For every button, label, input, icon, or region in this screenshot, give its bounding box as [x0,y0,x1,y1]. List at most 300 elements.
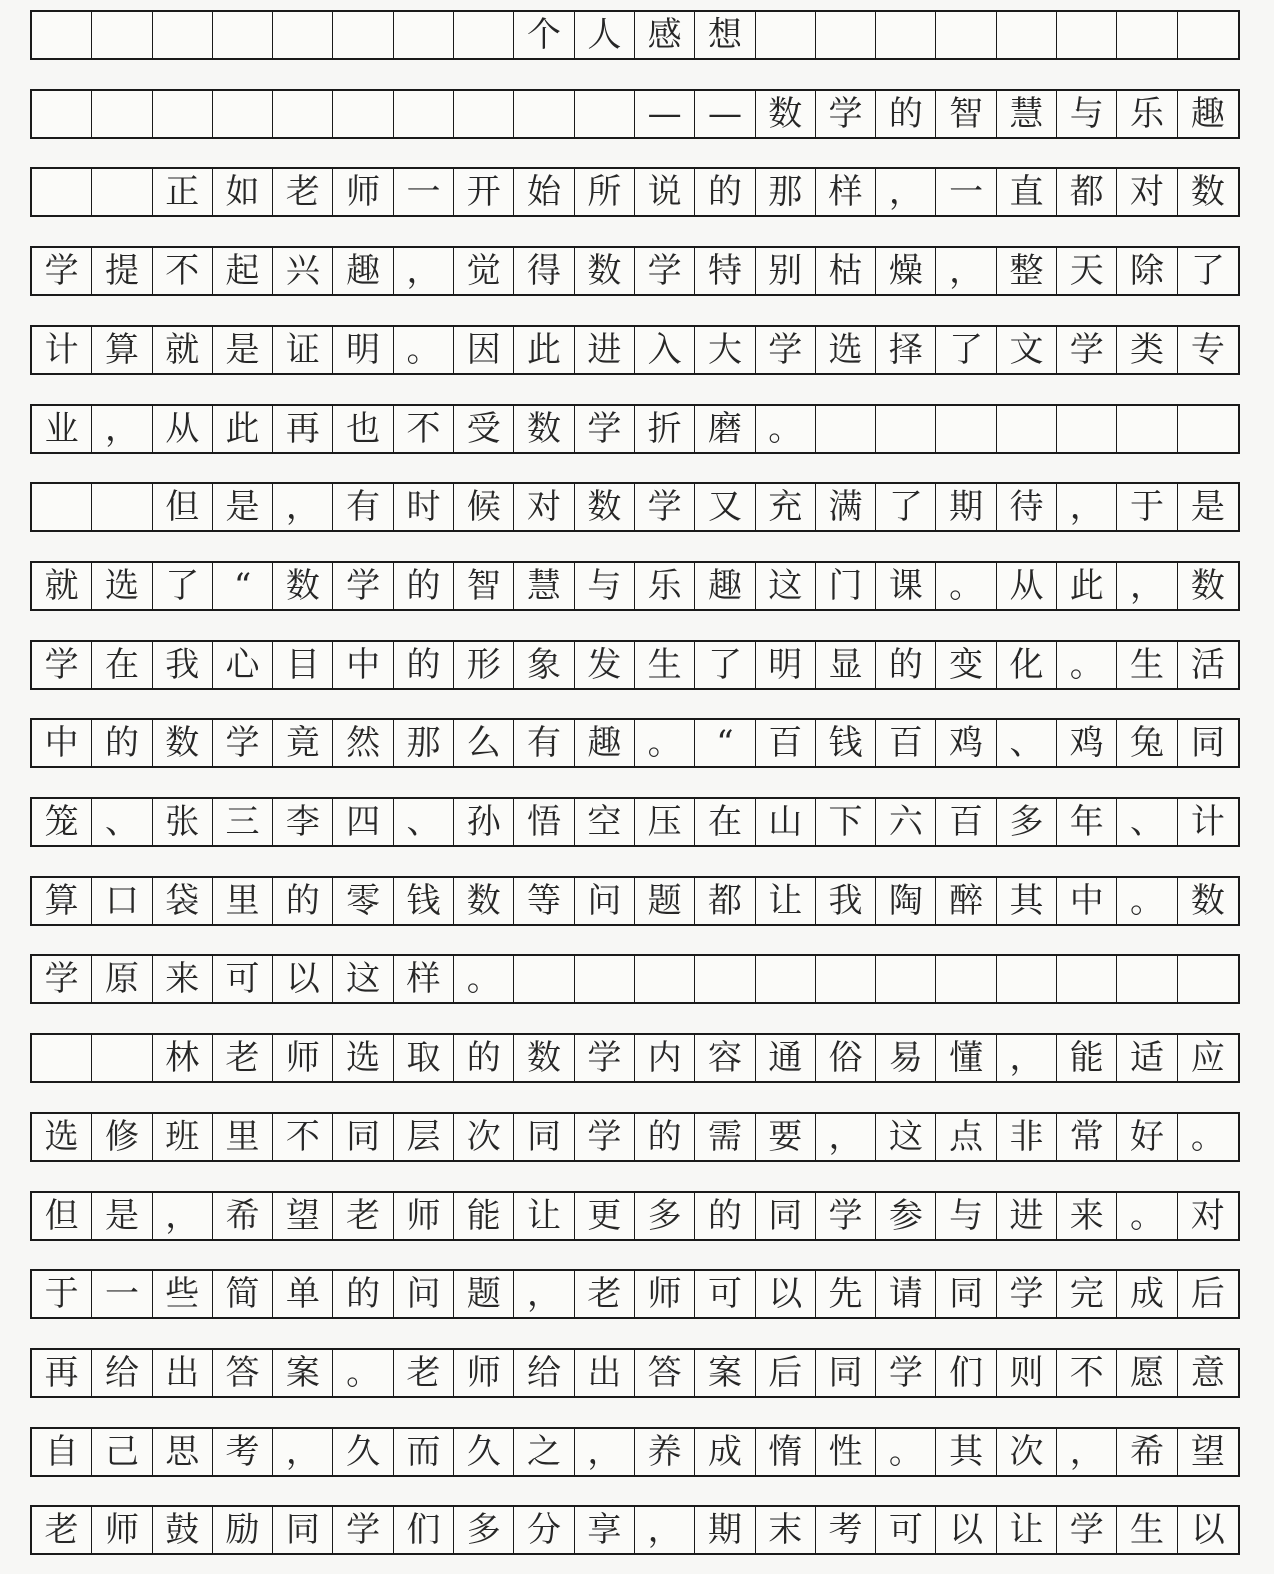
grid-cell: 鸡 [1057,720,1117,766]
grid-cell: 这 [876,1114,936,1160]
grid-cell: 李 [273,799,333,845]
grid-cell [153,91,213,137]
grid-cell: 选 [816,327,876,373]
grid-cell: 内 [635,1035,695,1081]
grid-cell: 学 [816,91,876,137]
grid-cell: 多 [997,799,1057,845]
grid-cell: 趣 [1190,94,1225,134]
grid-cell: 不 [153,248,213,294]
grid-cell: 始 [514,169,574,215]
grid-cell [1057,956,1117,1002]
grid-cell: 让 [997,1507,1057,1553]
grid-cell: 活 [1190,645,1225,685]
title-row [30,10,1240,60]
grid-cell [32,12,92,58]
grid-cell: 证 [273,327,333,373]
grid-cell: 但 [153,484,213,530]
grid-cell: 期 [695,1507,755,1553]
grid-cell: 能 [454,1193,514,1239]
grid-cell [273,12,333,58]
grid-cell: 得 [514,248,574,294]
grid-cell: 可 [213,956,273,1002]
grid-cell: 、 [92,799,152,845]
text-line [30,954,1240,1004]
grid-cell [32,169,92,215]
grid-cell: 以 [273,956,333,1002]
grid-cell: 学 [32,248,92,294]
text-line [30,482,1240,532]
grid-cell [635,956,695,1002]
grid-cell [816,406,876,452]
grid-cell: ， [997,1035,1057,1081]
grid-cell: 老 [394,1350,454,1396]
grid-cell: 再 [32,1350,92,1396]
grid-cell: 是 [92,1193,152,1239]
grid-cell: 中 [32,720,92,766]
grid-cell: 们 [394,1507,454,1553]
grid-cell: 学 [997,1271,1057,1317]
grid-cell: 的 [92,720,152,766]
grid-cell: 等 [514,878,574,924]
grid-cell: 师 [394,1193,454,1239]
grid-cell: 其 [997,878,1057,924]
grid-cell: 了 [936,327,996,373]
grid-cell: 择 [876,327,936,373]
grid-cell: 进 [997,1193,1057,1239]
grid-cell: 一 [936,169,996,215]
grid-cell: 学 [32,956,92,1002]
grid-cell: 里 [213,1114,273,1160]
grid-cell: 出 [575,1350,635,1396]
grid-cell: 张 [153,799,213,845]
grid-cell: 样 [394,956,454,1002]
grid-cell: 是 [213,327,273,373]
grid-cell: 可 [876,1507,936,1553]
grid-cell: 班 [153,1114,213,1160]
grid-cell: 分 [514,1507,574,1553]
grid-cell: 文 [997,327,1057,373]
grid-cell: 学 [635,484,695,530]
grid-cell: 老 [32,1507,92,1553]
grid-cell: 的 [394,642,454,688]
grid-cell: ， [936,248,996,294]
grid-cell: 请 [876,1271,936,1317]
grid-cell: 慧 [997,91,1057,137]
grid-cell: 同 [1190,723,1225,763]
grid-cell: 而 [394,1429,454,1475]
grid-cell: 此 [1057,563,1117,609]
grid-cell: 选 [333,1035,393,1081]
grid-cell: 望 [1190,1432,1225,1472]
grid-cell: 数 [1190,566,1225,606]
grid-cell [514,956,574,1002]
grid-cell [936,956,996,1002]
grid-cell: 兴 [273,248,333,294]
grid-cell: 励 [213,1507,273,1553]
grid-cell [997,956,1057,1002]
text-line [30,1427,1240,1477]
grid-cell: 是 [1190,487,1225,527]
grid-cell: 人 [575,12,635,58]
grid-cell: 零 [333,878,393,924]
grid-cell: 一 [92,1271,152,1317]
grid-cell: 。 [1057,642,1117,688]
grid-cell: 鼓 [153,1507,213,1553]
text-line [30,876,1240,926]
grid-cell: 师 [635,1271,695,1317]
grid-cell: 趣 [695,563,755,609]
grid-cell: 的 [273,878,333,924]
text-line [30,1505,1240,1555]
grid-cell: 性 [816,1429,876,1475]
grid-cell: 老 [575,1271,635,1317]
grid-cell: 同 [514,1114,574,1160]
grid-cell: 久 [454,1429,514,1475]
grid-cell: ， [635,1507,695,1553]
grid-cell: 。 [454,956,514,1002]
grid-cell [92,1035,152,1081]
grid-cell: 适 [1117,1035,1177,1081]
grid-cell: ， [1057,484,1117,530]
grid-cell: 袋 [153,878,213,924]
text-line [30,640,1240,690]
grid-cell: 原 [92,956,152,1002]
grid-cell: 数 [575,484,635,530]
grid-cell: 此 [514,327,574,373]
grid-cell: 数 [756,91,816,137]
grid-cell: ， [1117,563,1177,609]
grid-cell: 学 [213,720,273,766]
grid-cell: 给 [92,1350,152,1396]
grid-cell: 再 [273,406,333,452]
grid-cell: 容 [695,1035,755,1081]
grid-cell: 。 [1117,878,1177,924]
grid-cell: 案 [695,1350,755,1396]
grid-cell: 考 [213,1429,273,1475]
grid-cell: 明 [756,642,816,688]
grid-cell: 学 [756,327,816,373]
grid-cell: 。 [333,1350,393,1396]
grid-cell [514,91,574,137]
grid-cell: 选 [92,563,152,609]
grid-cell: 题 [635,878,695,924]
grid-cell: 四 [333,799,393,845]
grid-cell: ， [92,406,152,452]
grid-cell: 那 [394,720,454,766]
grid-cell [92,12,152,58]
grid-cell: 修 [92,1114,152,1160]
grid-cell: 智 [936,91,996,137]
grid-cell: 、 [997,720,1057,766]
grid-cell: 我 [153,642,213,688]
grid-cell [92,169,152,215]
grid-cell: 对 [1117,169,1177,215]
grid-cell: 们 [936,1350,996,1396]
grid-cell [756,12,816,58]
grid-cell: 望 [273,1193,333,1239]
grid-cell: 业 [32,406,92,452]
grid-cell: 下 [816,799,876,845]
grid-cell: 就 [153,327,213,373]
grid-cell: 。 [756,406,816,452]
grid-cell: 末 [756,1507,816,1553]
grid-cell: 多 [635,1193,695,1239]
grid-cell [816,12,876,58]
grid-cell: 中 [1057,878,1117,924]
grid-cell: 充 [756,484,816,530]
grid-cell: 然 [333,720,393,766]
grid-cell: 学 [1057,1507,1117,1553]
grid-cell: 、 [1117,799,1177,845]
grid-cell: 说 [635,169,695,215]
grid-cell: 时 [394,484,454,530]
grid-cell: “ [213,563,273,609]
grid-cell: ， [876,169,936,215]
grid-cell [756,956,816,1002]
grid-cell: 开 [454,169,514,215]
grid-cell: 学 [333,1507,393,1553]
grid-cell: ， [273,484,333,530]
grid-cell: 。 [394,327,454,373]
grid-cell: 悟 [514,799,574,845]
grid-cell: 因 [454,327,514,373]
grid-cell: 与 [575,563,635,609]
grid-cell: 同 [273,1507,333,1553]
grid-cell: 压 [635,799,695,845]
grid-cell: 燥 [876,248,936,294]
grid-cell: 除 [1117,248,1177,294]
grid-cell [997,12,1057,58]
grid-cell: 题 [454,1271,514,1317]
grid-cell: 趣 [333,248,393,294]
grid-cell: — [635,91,695,137]
grid-cell: 象 [514,642,574,688]
grid-cell: 在 [92,642,152,688]
grid-cell: 成 [695,1429,755,1475]
subtitle-row [30,89,1240,139]
grid-cell: 有 [333,484,393,530]
grid-cell: 、 [394,799,454,845]
grid-cell: 此 [213,406,273,452]
grid-cell: 于 [32,1271,92,1317]
grid-cell: “ [695,720,755,766]
grid-cell: 老 [333,1193,393,1239]
grid-cell: 趣 [575,720,635,766]
grid-cell: 让 [756,878,816,924]
text-line [30,797,1240,847]
grid-cell: 意 [1190,1353,1225,1393]
grid-cell: 都 [1057,169,1117,215]
grid-cell: 陶 [876,878,936,924]
grid-cell: 其 [936,1429,996,1475]
grid-cell: 又 [695,484,755,530]
grid-cell: 数 [514,406,574,452]
grid-cell: 养 [635,1429,695,1475]
grid-cell: 所 [575,169,635,215]
grid-cell: 目 [273,642,333,688]
grid-cell: 考 [816,1507,876,1553]
grid-cell: 来 [153,956,213,1002]
grid-cell: 数 [454,878,514,924]
grid-cell [32,1035,92,1081]
grid-cell: 可 [695,1271,755,1317]
grid-cell [273,91,333,137]
grid-cell: 需 [695,1114,755,1160]
grid-cell: 也 [333,406,393,452]
grid-cell: 易 [876,1035,936,1081]
grid-cell: 些 [153,1271,213,1317]
grid-cell: 学 [575,1114,635,1160]
text-line [30,1191,1240,1241]
grid-cell: 答 [213,1350,273,1396]
grid-cell: 。 [876,1429,936,1475]
grid-cell: 先 [816,1271,876,1317]
grid-cell: 生 [1117,642,1177,688]
grid-cell: 让 [514,1193,574,1239]
grid-cell: 感 [635,12,695,58]
grid-cell: ， [394,248,454,294]
grid-cell: 了 [1190,251,1225,291]
grid-cell [92,91,152,137]
grid-cell [92,484,152,530]
grid-cell: 想 [695,12,755,58]
grid-cell: 同 [756,1193,816,1239]
grid-cell: 同 [333,1114,393,1160]
grid-cell: 智 [454,563,514,609]
grid-cell: 希 [1117,1429,1177,1475]
grid-cell: 懂 [936,1035,996,1081]
grid-cell [1178,956,1238,1002]
grid-cell [333,91,393,137]
grid-cell [394,12,454,58]
grid-cell [816,956,876,1002]
text-line [30,325,1240,375]
grid-cell [333,12,393,58]
grid-cell: ， [514,1271,574,1317]
grid-cell: 样 [816,169,876,215]
grid-cell: 山 [756,799,816,845]
grid-cell: 钱 [816,720,876,766]
grid-cell: 来 [1057,1193,1117,1239]
grid-cell: 那 [756,169,816,215]
grid-cell: 了 [153,563,213,609]
grid-cell [876,12,936,58]
grid-cell: 与 [936,1193,996,1239]
grid-cell: 生 [635,642,695,688]
grid-cell: 入 [635,327,695,373]
grid-cell [1057,12,1117,58]
grid-cell: 后 [1190,1274,1225,1314]
grid-cell: 有 [514,720,574,766]
grid-cell: 学 [635,248,695,294]
grid-cell: 这 [756,563,816,609]
grid-cell: 师 [333,169,393,215]
grid-cell: 变 [936,642,996,688]
grid-cell: 鸡 [936,720,996,766]
grid-cell: 折 [635,406,695,452]
grid-cell: 空 [575,799,635,845]
grid-cell: 师 [273,1035,333,1081]
grid-cell: 学 [816,1193,876,1239]
grid-cell [32,484,92,530]
grid-cell: 单 [273,1271,333,1317]
grid-cell: 数 [575,248,635,294]
grid-cell: 计 [32,327,92,373]
grid-cell: 更 [575,1193,635,1239]
grid-cell: 次 [454,1114,514,1160]
grid-cell: 里 [213,878,273,924]
grid-cell: 乐 [1117,91,1177,137]
grid-cell: 则 [997,1350,1057,1396]
grid-cell: 整 [997,248,1057,294]
grid-cell: 给 [514,1350,574,1396]
grid-cell: 天 [1057,248,1117,294]
grid-cell: 后 [756,1350,816,1396]
grid-cell: 了 [695,642,755,688]
grid-cell: 发 [575,642,635,688]
grid-cell [575,91,635,137]
grid-cell: 的 [876,642,936,688]
grid-cell: 。 [936,563,996,609]
grid-cell: 不 [1057,1350,1117,1396]
grid-cell: 直 [997,169,1057,215]
grid-cell: 学 [333,563,393,609]
grid-cell [153,12,213,58]
grid-cell: 候 [454,484,514,530]
grid-cell: 林 [153,1035,213,1081]
grid-cell: 竟 [273,720,333,766]
grid-cell: 笼 [32,799,92,845]
grid-cell: 受 [454,406,514,452]
grid-cell: 年 [1057,799,1117,845]
grid-cell: 别 [756,248,816,294]
grid-cell: 起 [213,248,273,294]
grid-cell: ， [1057,1429,1117,1475]
grid-cell: 待 [997,484,1057,530]
grid-cell: 化 [997,642,1057,688]
text-line [30,561,1240,611]
grid-cell: 算 [92,327,152,373]
grid-cell: 愿 [1117,1350,1177,1396]
grid-cell: 俗 [816,1035,876,1081]
grid-cell: 问 [394,1271,454,1317]
grid-cell: 案 [273,1350,333,1396]
grid-cell: 孙 [454,799,514,845]
text-line [30,246,1240,296]
grid-cell: 么 [454,720,514,766]
grid-cell: 次 [997,1429,1057,1475]
text-line [30,1348,1240,1398]
grid-cell: 思 [153,1429,213,1475]
grid-cell: 课 [876,563,936,609]
grid-cell: 成 [1117,1271,1177,1317]
grid-cell: 百 [936,799,996,845]
grid-cell: 答 [635,1350,695,1396]
grid-cell: 。 [1190,1117,1225,1157]
grid-cell: 选 [32,1114,92,1160]
grid-cell: 取 [394,1035,454,1081]
grid-cell: 中 [333,642,393,688]
grid-cell: 通 [756,1035,816,1081]
grid-cell: 同 [936,1271,996,1317]
grid-cell [575,956,635,1002]
grid-cell: 一 [394,169,454,215]
text-line [30,1033,1240,1083]
grid-cell: 数 [153,720,213,766]
grid-cell: ， [816,1114,876,1160]
grid-cell: 数 [1190,172,1225,212]
grid-cell: 己 [92,1429,152,1475]
